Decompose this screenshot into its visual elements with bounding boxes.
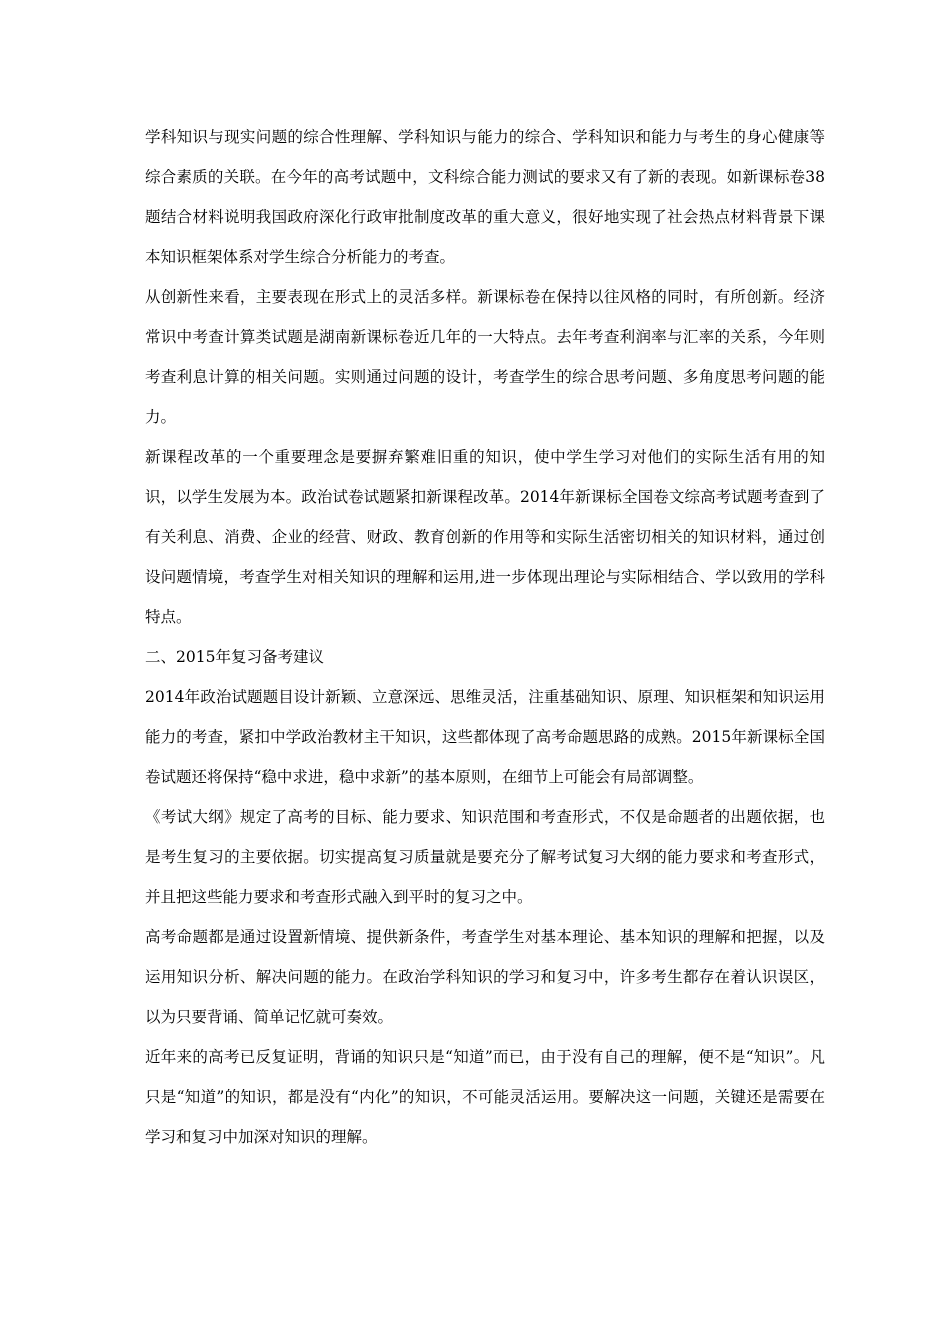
paragraph-curriculum-reform: 新课程改革的一个重要理念是要摒弃繁难旧重的知识，使中学生学习对他们的实际生活有用的知识，以学生发展为本。政治试卷试题紧扣新课程改革。2014年新课标全国卷文综高考试题考查到了有关利息、消费、企业的经营、财政、教育创新的作用等和实际生活密切相关的知识材料，通过创设问题情境，考查学生对相关知识的理解和运用,进一步体现出理论与实际相结合、学以致用的学科特点。 xyxy=(145,448,825,626)
paragraph-understanding: 近年来的高考已反复证明，背诵的知识只是“知道”而已，由于没有自己的理解，便不是“知识”。凡只是“知道”的知识，都是没有“内化”的知识，不可能灵活运用。要解决这一问题，关键还是需要在学习和复习中加深对知识的理解。 xyxy=(145,1048,825,1146)
paragraph-2014-summary: 2014年政治试题题目设计新颖、立意深远、思维灵活，注重基础知识、原理、知识框架和知识运用能力的考查，紧扣中学政治教材主干知识，这些都体现了高考命题思路的成熟。2015年新课标全国卷试题还将保持“稳中求进，稳中求新”的基本原则，在细节上可能会有局部调整。 xyxy=(145,688,825,786)
paragraph-exam-outline: 《考试大纲》规定了高考的目标、能力要求、知识范围和考查形式，不仅是命题者的出题依据，也是考生复习的主要依据。切实提高复习质量就是要充分了解考试复习大纲的能力要求和考查形式，并且把这些能力要求和考查形式融入到平时的复习之中。 xyxy=(145,808,825,906)
document-body xyxy=(145,117,825,1157)
paragraph-comprehensive: 学科知识与现实问题的综合性理解、学科知识与能力的综合、学科知识和能力与考生的身心健康等综合素质的关联。在今年的高考试题中，文科综合能力测试的要求又有了新的表现。如新课标卷38题结合材料说明我国政府深化行政审批制度改革的重大意义，很好地实现了社会热点材料背景下课本知识框架体系对学生综合分析能力的考查。 xyxy=(145,128,825,266)
paragraph-exam-design: 高考命题都是通过设置新情境、提供新条件，考查学生对基本理论、基本知识的理解和把握，以及运用知识分析、解决问题的能力。在政治学科知识的学习和复习中，许多考生都存在着认识误区，以为只要背诵、简单记忆就可奏效。 xyxy=(145,928,825,1026)
paragraph-innovation: 从创新性来看，主要表现在形式上的灵活多样。新课标卷在保持以往风格的同时，有所创新。经济常识中考查计算类试题是湖南新课标卷近几年的一大特点。去年考查利润率与汇率的关系，今年则考查利息计算的相关问题。实则通过问题的设计，考查学生的综合思考问题、多角度思考问题的能力。 xyxy=(145,288,825,426)
section-heading: 二、2015年复习备考建议 xyxy=(145,648,324,666)
